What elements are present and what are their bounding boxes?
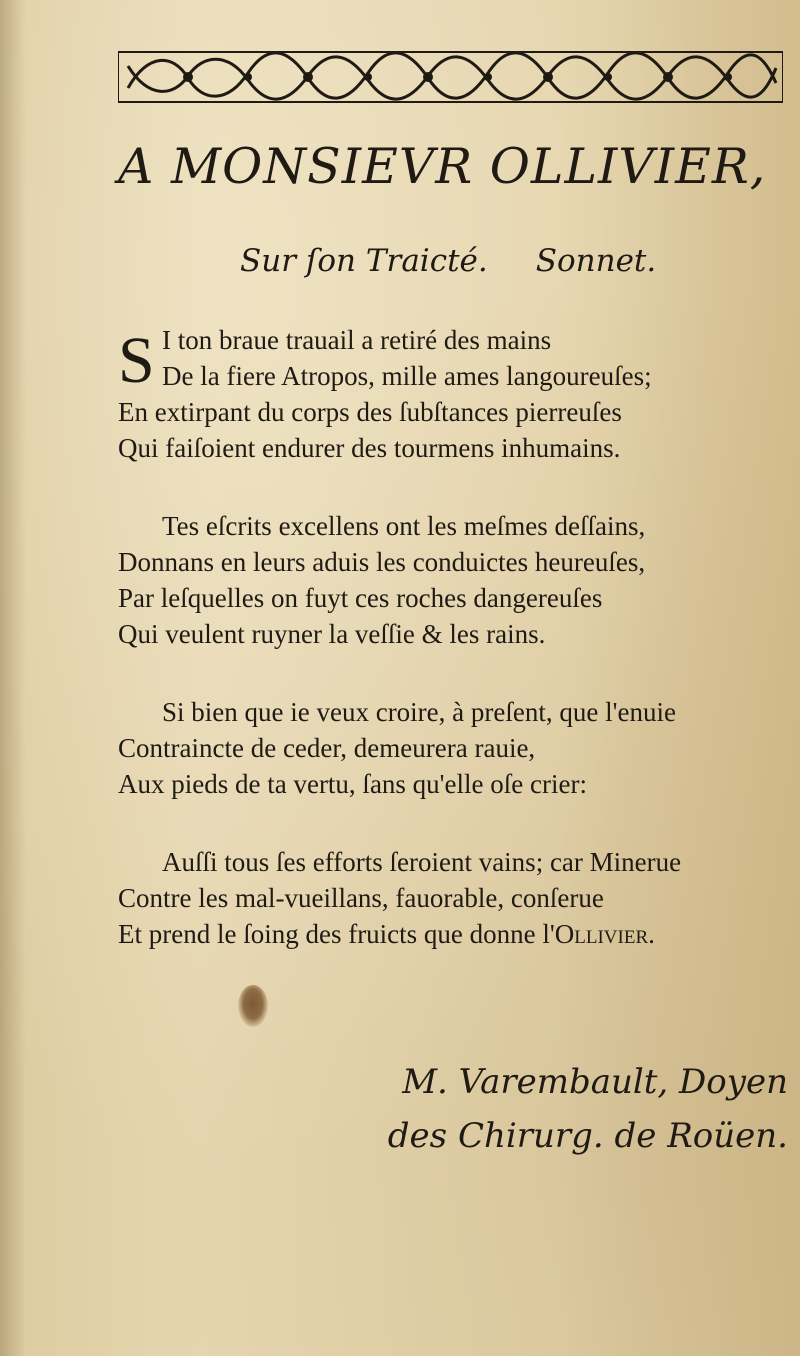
drop-cap: S (118, 324, 155, 397)
signature-line-1: M. Varembault, Doyen (402, 1062, 788, 1102)
poem-line: Aux pieds de ta vertu, ſans qu'elle oſe crier: (118, 769, 587, 799)
poem-line: Contraincte de ceder, demeurera rauie, (118, 733, 536, 763)
ornamental-header-band-icon (118, 48, 783, 106)
stanza-3 (118, 694, 788, 802)
poem-line: De la fiere Atropos, mille ames langoureuſes; (162, 361, 652, 391)
poem-line-text: Et prend le ſoing des fruicts que donne l' (118, 919, 555, 949)
poem-line: Donnans en leurs aduis les conduictes heureuſes, (118, 547, 646, 577)
poem-line: Qui faiſoient endurer des tourmens inhumains. (118, 433, 621, 463)
stanza-2 (118, 508, 788, 652)
poem-line: Contre les mal-vueillans, fauorable, conſerue (118, 883, 604, 913)
ink-blot (238, 985, 268, 1027)
poem-line-last (118, 916, 788, 952)
poem-line: Par leſquelles on fuyt ces roches dangereuſes (118, 583, 603, 613)
ollivier-smallcaps: Ollivier. (554, 919, 655, 949)
poem-line: Qui veulent ruyner la veſſie & les rains. (118, 619, 546, 649)
subtitle-sonnet: Sonnet. (535, 243, 657, 279)
signature-line-2: des Chirurg. de Roüen. (387, 1116, 788, 1156)
poem-line: Si bien que ie veux croire, à preſent, que l'enuie (162, 697, 676, 727)
page-title: A MONSIEVR OLLIVIER, (118, 138, 767, 195)
sonnet-body (118, 322, 788, 994)
subtitle (240, 243, 760, 279)
subtitle-treatise: Sur ſon Traicté. (240, 243, 488, 279)
poem-line: Auſſi tous ſes efforts ſeroient vains; car Minerue (162, 847, 682, 877)
page-gutter-shadow (0, 0, 26, 1356)
stanza-4 (118, 844, 788, 952)
stanza-1 (118, 322, 788, 466)
poem-line: En extirpant du corps des ſubſtances pierreuſes (118, 397, 622, 427)
poem-line: Tes eſcrits excellens ont les meſmes deſſains, (162, 511, 646, 541)
signature-block (368, 1055, 788, 1163)
poem-line: I ton braue trauail a retiré des mains (162, 325, 552, 355)
